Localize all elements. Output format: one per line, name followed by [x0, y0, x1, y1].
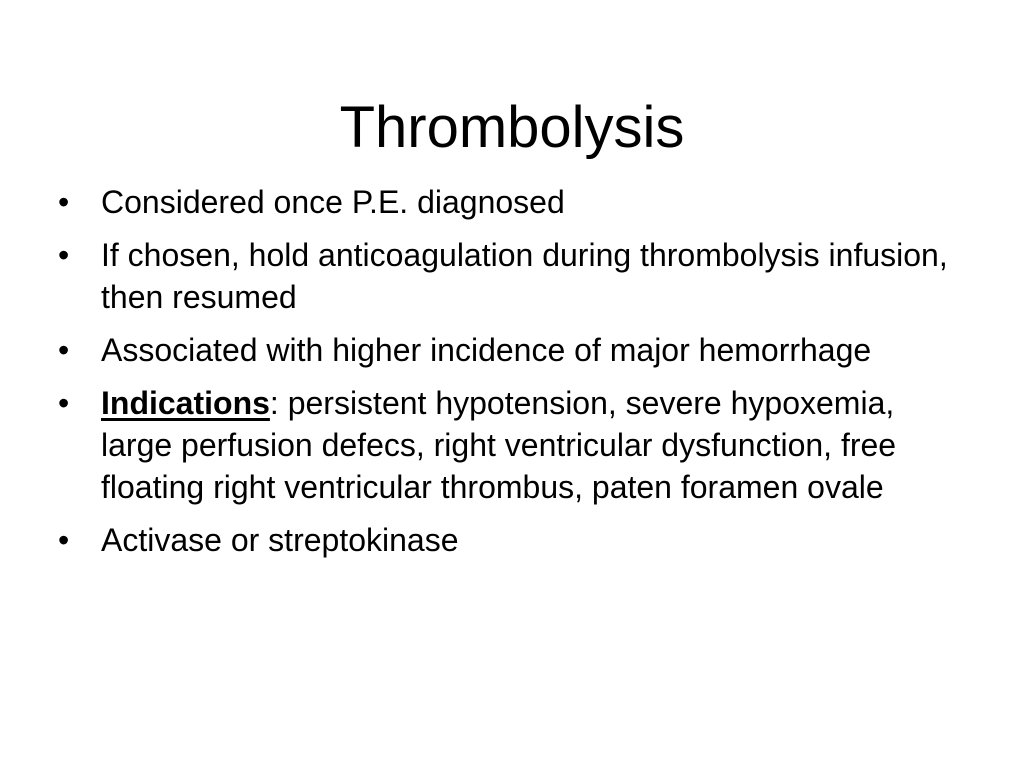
bullet-item [58, 382, 958, 508]
bullet-text: Considered once P.E. diagnosed [101, 184, 565, 220]
bullet-icon: • [58, 385, 70, 421]
bullet-list [58, 181, 958, 572]
bullet-icon: • [58, 237, 70, 273]
bullet-icon: • [58, 184, 70, 220]
slide-title: Thrombolysis [339, 95, 685, 160]
bullet-icon: • [58, 522, 70, 558]
indications-label: Indications [101, 385, 270, 421]
bullet-text: Associated with higher incidence of major hemorrhage [101, 332, 872, 368]
bullet-text: : persistent hypotension, severe hypoxemia, large perfusion defecs, right ventricular dysfunction, free floating right ventricular thrombus, paten foramen ovale [101, 385, 897, 505]
bullet-item [58, 329, 958, 371]
bullet-text: Activase or streptokinase [101, 522, 459, 558]
bullet-icon: • [58, 332, 70, 368]
bullet-item [58, 234, 958, 318]
bullet-item [58, 519, 958, 561]
bullet-item [58, 181, 958, 223]
bullet-text: If chosen, hold anticoagulation during thrombolysis infusion, then resumed [101, 237, 948, 315]
